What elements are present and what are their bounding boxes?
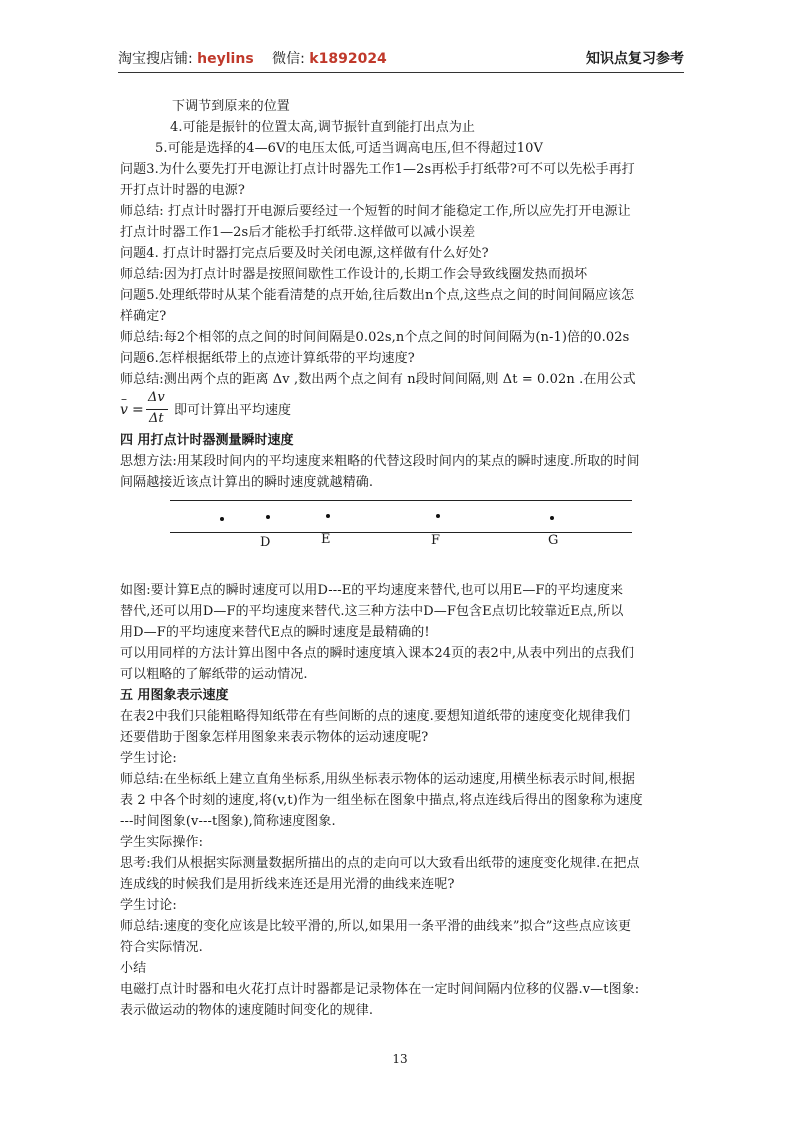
tape-dot-d [266,515,270,519]
text-line: 5.可能是选择的4—6V的电压太低,可适当调高电压,但不得超过10V [155,141,543,156]
formula-numerator: Δv [148,390,165,405]
wechat-id: k1892024 [309,51,387,67]
doc-title: 知识点复习参考 [586,51,684,67]
question-6: 问题6.怎样根据纸带上的点迹计算纸带的平均速度? [120,351,415,366]
summary-heading: 小结 [120,961,147,976]
overbar: – [121,392,127,406]
tape-top-edge [170,500,632,501]
summary-line: 师总结:测出两个点的距离 Δv ,数出两个点之间有 n段时间间隔,则 Δt = 0.02n .在用公式 [120,372,636,387]
text-line: ---时间图象(v---t图象),简称速度图象. [120,814,336,829]
tape-label-d: D [260,535,271,550]
fraction-bar [146,409,168,410]
formula-denominator: Δt [149,411,164,426]
text-line: 学生实际操作: [120,835,204,850]
summary-line: 师总结: 打点计时器打开电源后要经过一个短暂的时间才能稳定工作,所以应先打开电源让 [120,204,631,219]
formula-text: 即可计算出平均速度 [174,403,292,418]
shop-label: 淘宝搜店铺: [118,51,193,67]
text-line: 可以用同样的方法计算出图中各点的瞬时速度填入课本24页的表2中,从表中列出的点我们 [120,646,635,661]
tape-label-f: F [431,533,441,548]
text-line: 学生讨论: [120,751,177,766]
body-text [120,96,688,493]
summary-line: 师总结:因为打点计时器是按照间歇性工作设计的,长期工作会导致线圈发热而损坏 [120,267,588,282]
text-line: 思考:我们从根据实际测量数据所描出的点的走向可以大致看出纸带的速度变化规律.在把点 [120,856,640,871]
text-line: 间隔越接近该点计算出的瞬时速度就越精确. [120,475,374,490]
question-4: 问题4. 打点计时器打完点后要及时关闭电源,这样做有什么好处? [120,246,489,261]
summary-line: 师总结:每2个相邻的点之间的时间间隔是0.02s,n个点之间的时间间隔为(n-1)倍的0.02s [120,330,630,345]
formula-equals: = [132,402,144,418]
text-line: 师总结:速度的变化应该是比较平滑的,所以,如果用一条平滑的曲线来”拟合”这些点应该更 [120,919,632,934]
formula-v: v [120,402,128,418]
text-line: 表 2 中各个时刻的速度,将(v,t)作为一组坐标在图象中描点,将点连线后得出的图象称为速度 [120,793,643,808]
text-line: 电磁打点计时器和电火花打点计时器都是记录物体在一定时间间隔内位移的仪器.v—t图象: [120,982,640,997]
text-line: 表示做运动的物体的速度随时间变化的规律. [120,1003,374,1018]
text-line: 下调节到原来的位置 [172,99,290,114]
question-5: 问题5.处理纸带时从某个能看清楚的点开始,往后数出n个点,这些点之间的时间间隔应该怎 [120,288,635,303]
section-4-heading: 四 用打点计时器测量瞬时速度 [120,433,294,448]
body-text-continued [120,580,688,1021]
text-line: 在表2中我们只能粗略得知纸带在有些间断的点的速度.要想知道纸带的速度变化规律我们 [120,709,631,724]
text-line: 学生讨论: [120,898,177,913]
text-line: 样确定? [120,309,167,324]
text-line: 可以粗略的了解纸带的运动情况. [120,667,308,682]
text-line: 用D—F的平均速度来替代E点的瞬时速度是最精确的! [120,625,430,640]
page-number: 13 [392,1052,408,1066]
text-line: 如图:要计算E点的瞬时速度可以用D---E的平均速度来替代,也可以用E—F的平均速度来 [120,583,624,598]
text-line: 还要借助于图象怎样用图象来表示物体的运动速度呢? [120,730,429,745]
text-line: 打点计时器工作1—2s后才能松手打纸带.这样做可以减小误差 [120,225,476,240]
shop-name: heylins [197,51,254,67]
text-line: 连成线的时候我们是用折线来连还是用光滑的曲线来连呢? [120,877,455,892]
paper-tape-diagram [170,498,636,554]
tape-dot-g [550,516,554,520]
text-line: 替代,还可以用D—F的平均速度来替代.这三种方法中D—F包含E点切比较靠近E点,所以 [120,604,624,619]
text-line: 符合实际情况. [120,940,203,955]
tape-dot [220,517,224,521]
tape-label-e: E [321,532,331,547]
text-line: 思想方法:用某段时间内的平均速度来粗略的代替这段时间内的某点的瞬时速度.所取的时间 [120,454,640,469]
wechat-label: 微信: [272,51,305,67]
header-contact [118,48,387,68]
tape-bottom-edge [170,532,632,533]
tape-label-g: G [548,533,559,548]
text-line: 师总结:在坐标纸上建立直角坐标系,用纵坐标表示物体的运动速度,用横坐标表示时间,根据 [120,772,635,787]
section-5-heading: 五 用图象表示速度 [120,688,229,703]
text-line: 4.可能是振针的位置太高,调节振针直到能打出点为止 [170,120,476,135]
question-3: 问题3.为什么要先打开电源让打点计时器先工作1—2s再松手打纸带?可不可以先松手再打 [120,162,635,177]
tape-dot-e [326,514,330,518]
page-header [118,46,684,73]
average-velocity-formula [120,390,688,430]
tape-dot-f [436,514,440,518]
formula-fraction [120,390,170,430]
text-line: 开打点计时器的电源? [120,183,245,198]
